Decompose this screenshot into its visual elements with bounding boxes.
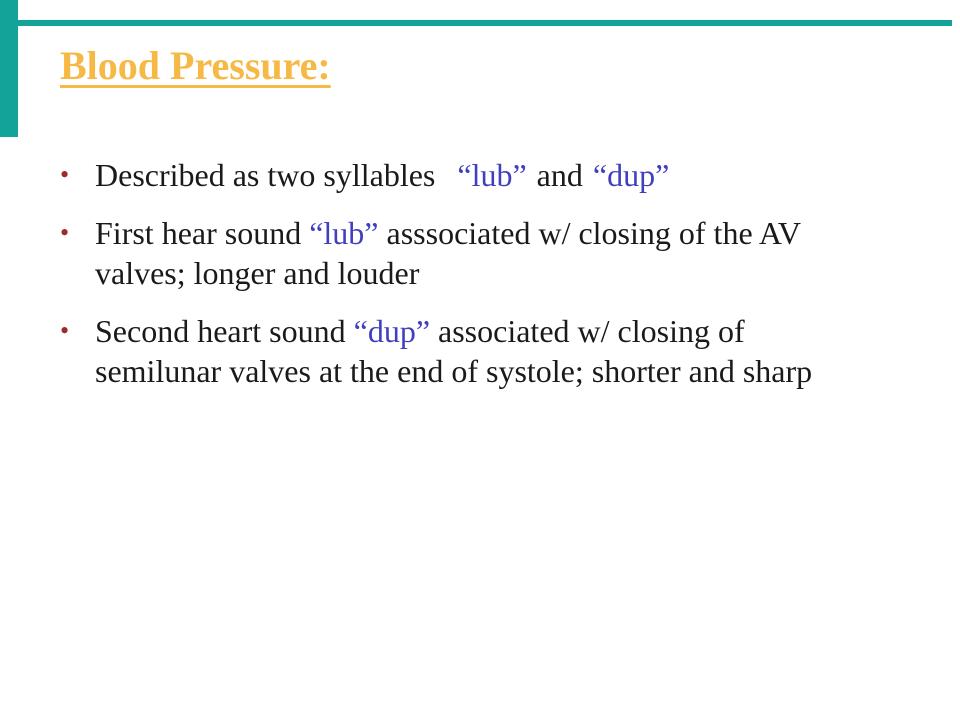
highlight-term: “dup” xyxy=(592,157,670,193)
bullet-text: associated w/ closing of semilunar valves at the end of systole; shorter and sharp xyxy=(95,313,813,389)
highlight-term: “lub” xyxy=(457,157,527,193)
bullet-text: and xyxy=(536,157,583,193)
bullet-text: First hear sound xyxy=(95,215,310,251)
accent-bar-horizontal xyxy=(18,20,952,26)
bullet-text: asssociated w/ closing of the AV valves; longer and louder xyxy=(95,215,801,291)
bullet-list xyxy=(58,155,878,409)
highlight-term: “dup” xyxy=(353,313,431,349)
bullet-text: Second heart sound xyxy=(95,313,354,349)
accent-bar-vertical xyxy=(0,0,18,137)
bullet-item-second-sound xyxy=(58,311,878,391)
bullet-icon: • xyxy=(60,316,70,345)
slide-title: Blood Pressure: xyxy=(60,43,331,88)
bullet-text: Described as two syllables xyxy=(95,157,436,193)
bullet-item-first-sound xyxy=(58,213,878,293)
highlight-term: “lub” xyxy=(309,215,379,251)
bullet-icon: • xyxy=(60,218,70,247)
bullet-icon: • xyxy=(60,160,70,189)
bullet-item-syllables xyxy=(58,155,878,195)
